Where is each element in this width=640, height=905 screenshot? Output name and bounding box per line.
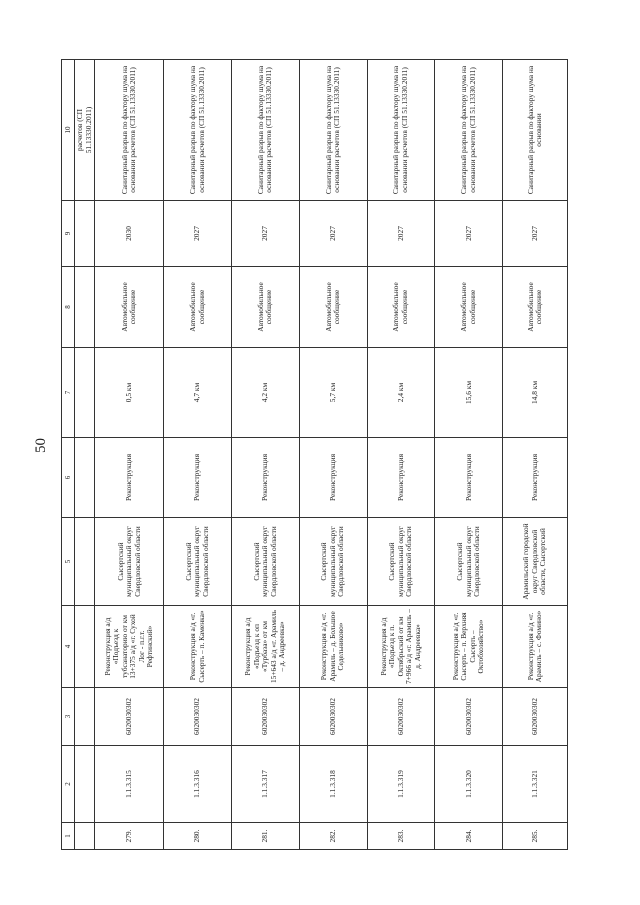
continuation-note-cell [75, 60, 95, 201]
empty-cell [75, 688, 95, 746]
municipality-cell: Сысертский муниципальный округ Свердловской области [232, 518, 300, 606]
note-cell: Санитарный разрыв по фактору шума на основании расчетов (СП 51.13330.2011) [435, 60, 503, 201]
year-cell: 2027 [299, 201, 367, 267]
work-type-cell: Реконструкция [367, 438, 435, 518]
okato-code-cell: 6020030302 [503, 688, 568, 746]
object-code-cell: 1.1.3.315 [95, 746, 164, 823]
empty-cell [75, 606, 95, 688]
purpose-cell: Автомобильное сообщение [95, 267, 164, 348]
empty-cell [75, 746, 95, 823]
year-cell: 2027 [503, 201, 568, 267]
continuation-note-line: расчетов (СП [75, 109, 85, 151]
objects-table [61, 59, 568, 850]
table-row [95, 60, 164, 850]
row-number-cell: 279. [95, 823, 164, 850]
object-name-cell: Реконструкция а/д «Подъезд к оп «Турбаза» от км 15+643 а/д «г. Арамиль – д. Андреевка» [232, 606, 300, 688]
table-row [164, 60, 232, 850]
municipality-cell: Сысертский муниципальный округ Свердловской области [299, 518, 367, 606]
note-cell: Санитарный разрыв по фактору шума на основании расчетов (СП 51.13330.2011) [95, 60, 164, 201]
column-number: 5 [62, 518, 75, 606]
note-cell: Санитарный разрыв по фактору шума на основании расчетов (СП 51.13330.2011) [232, 60, 300, 201]
object-code-cell: 1.1.3.321 [503, 746, 568, 823]
object-code-cell: 1.1.3.316 [164, 746, 232, 823]
object-name-cell: Реконструкция а/д «г. Сысерть – п. Верхняя Сысерть – Октобхозяйство» [435, 606, 503, 688]
column-number-row [62, 60, 75, 850]
object-name-cell: Реконструкция а/д «г. Арамиль – д. Большое Седельниково» [299, 606, 367, 688]
rotated-table-wrapper [61, 60, 568, 850]
table-row [232, 60, 300, 850]
okato-code-cell: 6020030302 [367, 688, 435, 746]
purpose-cell: Автомобильное сообщение [164, 267, 232, 348]
note-cell: Санитарный разрыв по фактору шума на основании расчетов (СП 51.13330.2011) [164, 60, 232, 201]
length-cell: 4,2 км [232, 348, 300, 438]
table-row [503, 60, 568, 850]
okato-code-cell: 6020030302 [95, 688, 164, 746]
work-type-cell: Реконструкция [164, 438, 232, 518]
empty-cell [75, 518, 95, 606]
column-number: 2 [62, 746, 75, 823]
column-number: 3 [62, 688, 75, 746]
empty-cell [75, 267, 95, 348]
empty-cell [75, 438, 95, 518]
year-cell: 2027 [367, 201, 435, 267]
length-cell: 0,5 км [95, 348, 164, 438]
column-number: 1 [62, 823, 75, 850]
object-code-cell: 1.1.3.317 [232, 746, 300, 823]
purpose-cell: Автомобильное сообщение [435, 267, 503, 348]
length-cell: 2,4 км [367, 348, 435, 438]
municipality-cell: Сысертский муниципальный округ Свердловской области [164, 518, 232, 606]
table-row [299, 60, 367, 850]
length-cell: 4,7 км [164, 348, 232, 438]
empty-cell [75, 348, 95, 438]
row-number-cell: 282. [299, 823, 367, 850]
purpose-cell: Автомобильное сообщение [299, 267, 367, 348]
object-name-cell: Реконструкция а/д «г. Арамиль – с. Фомино» [503, 606, 568, 688]
column-number: 4 [62, 606, 75, 688]
empty-cell [75, 823, 95, 850]
length-cell: 14,8 км [503, 348, 568, 438]
work-type-cell: Реконструкция [435, 438, 503, 518]
object-code-cell: 1.1.3.320 [435, 746, 503, 823]
note-cell: Санитарный разрыв по фактору шума на основании расчетов (СП 51.13330.2011) [367, 60, 435, 201]
municipality-cell: Сысертский муниципальный округ Свердловской области [367, 518, 435, 606]
page-number: 50 [33, 438, 49, 453]
okato-code-cell: 6020030302 [299, 688, 367, 746]
table-row [435, 60, 503, 850]
continuation-row [75, 60, 95, 850]
municipality-cell: Сысертский муниципальный округ Свердловской области [435, 518, 503, 606]
column-number: 7 [62, 348, 75, 438]
row-number-cell: 280. [164, 823, 232, 850]
municipality-cell: Арамильский городской округ Свердловской области, Сысертский [503, 518, 568, 606]
note-cell: Санитарный разрыв по фактору шума на основании расчетов (СП 51.13330.2011) [299, 60, 367, 201]
length-cell: 5,7 км [299, 348, 367, 438]
okato-code-cell: 6020030302 [164, 688, 232, 746]
length-cell: 15,6 км [435, 348, 503, 438]
object-name-cell: Реконструкция а/д «Подъезд к п. Октябрьский от км 7+966 а/д «г. Арамиль – д. Андреевка» [367, 606, 435, 688]
row-number-cell: 285. [503, 823, 568, 850]
work-type-cell: Реконструкция [299, 438, 367, 518]
column-number: 8 [62, 267, 75, 348]
row-number-cell: 281. [232, 823, 300, 850]
object-name-cell: Реконструкция а/д «Подъезд к тубсанаторию от км 13+375 а/д «г. Сухой Лог - п.г.т. Рефтинский» [95, 606, 164, 688]
note-cell: Санитарный разрыв по фактору шума на основании [503, 60, 568, 201]
work-type-cell: Реконструкция [95, 438, 164, 518]
okato-code-cell: 6020030302 [232, 688, 300, 746]
work-type-cell: Реконструкция [232, 438, 300, 518]
continuation-note-line: 51.13330.2011) [83, 106, 93, 154]
object-name-cell: Реконструкция а/д «г. Сысерть – п. Каменка» [164, 606, 232, 688]
row-number-cell: 284. [435, 823, 503, 850]
object-code-cell: 1.1.3.318 [299, 746, 367, 823]
column-number: 10 [62, 60, 75, 201]
column-number: 9 [62, 201, 75, 267]
year-cell: 2030 [95, 201, 164, 267]
column-number: 6 [62, 438, 75, 518]
purpose-cell: Автомобильное сообщение [503, 267, 568, 348]
table-row [367, 60, 435, 850]
purpose-cell: Автомобильное сообщение [367, 267, 435, 348]
work-type-cell: Реконструкция [503, 438, 568, 518]
municipality-cell: Сысертский муниципальный округ Свердловской области [95, 518, 164, 606]
year-cell: 2027 [232, 201, 300, 267]
okato-code-cell: 6020030302 [435, 688, 503, 746]
row-number-cell: 283. [367, 823, 435, 850]
year-cell: 2027 [435, 201, 503, 267]
empty-cell [75, 201, 95, 267]
year-cell: 2027 [164, 201, 232, 267]
object-code-cell: 1.1.3.319 [367, 746, 435, 823]
purpose-cell: Автомобильное сообщение [232, 267, 300, 348]
